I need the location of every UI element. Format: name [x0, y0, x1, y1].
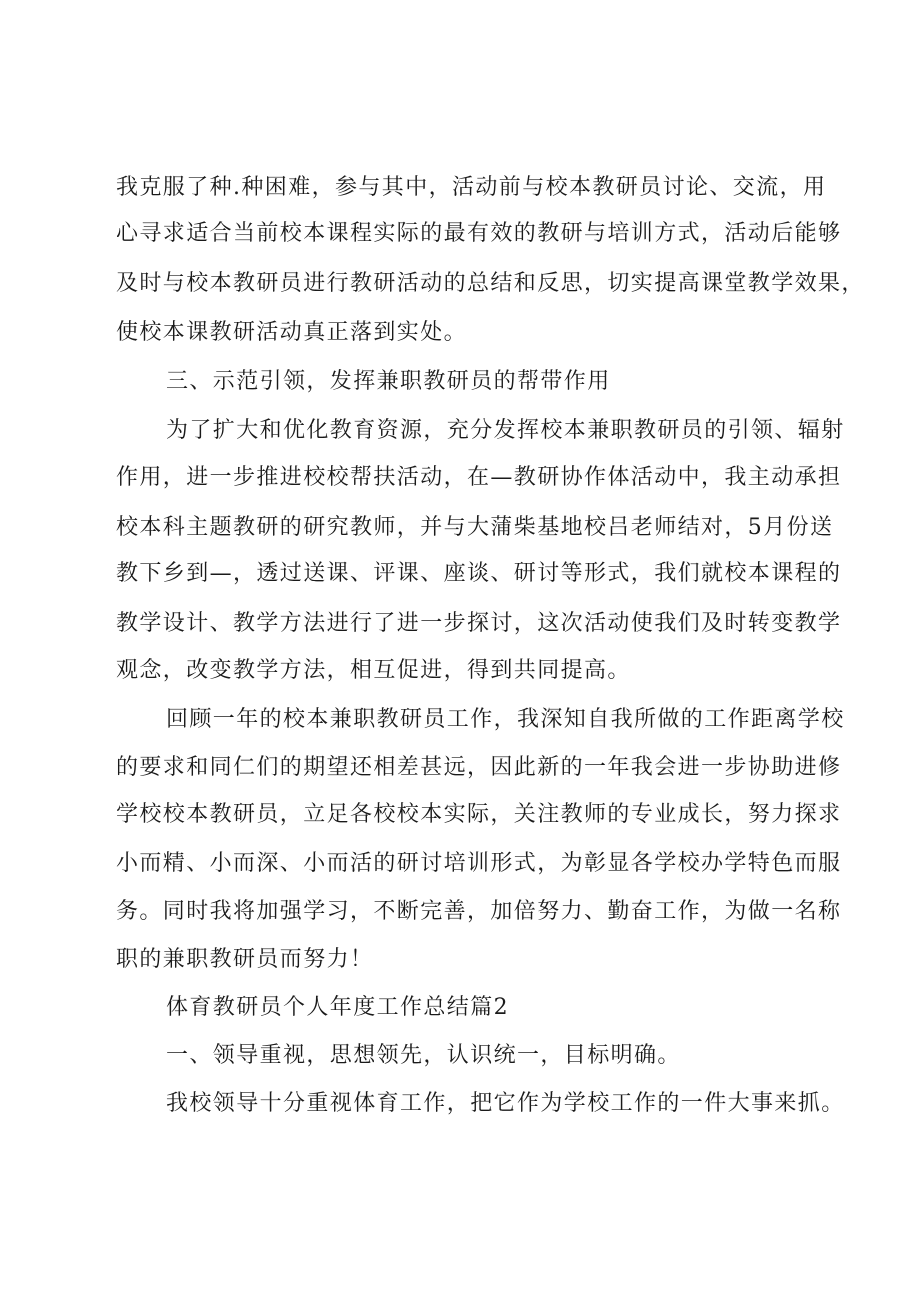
- section-heading-1: 一、领导重视，思想领先，认识统一，目标明确。: [166, 1043, 681, 1068]
- text-line-17: 职的兼职教研员而努力！: [116, 947, 374, 972]
- article-title: 体育教研员个人年度工作总结篇2: [166, 995, 509, 1020]
- text-line-10: 教学设计、教学方法进行了进一步探讨，这次活动使我们及时转变教学: [116, 611, 842, 636]
- text-line-11: 观念，改变教学方法，相互促进，得到共同提高。: [116, 658, 631, 683]
- text-line-20: 我校领导十分重视体育工作，把它作为学校工作的一件大事来抓。: [166, 1091, 845, 1116]
- text-line-8: 校本科主题教研的研究教师，并与大蒲柴基地校吕老师结对，5月份送: [116, 515, 834, 540]
- text-line-6: 为了扩大和优化教育资源，充分发挥校本兼职教研员的引领、辐射: [166, 418, 845, 443]
- text-line-13: 的要求和同仁们的期望还相差甚远，因此新的一年我会进一步协助进修: [116, 755, 842, 780]
- text-line-3: 及时与校本教研员进行教研活动的总结和反思，切实提高课堂教学效果，: [116, 271, 865, 296]
- section-heading-3: 三、示范引领，发挥兼职教研员的帮带作用: [166, 369, 611, 394]
- text-line-12: 回顾一年的校本兼职教研员工作，我深知自我所做的工作距离学校: [166, 707, 845, 732]
- text-line-15: 小而精、小而深、小而活的研讨培训形式，为彰显各学校办学特色而服: [116, 851, 842, 876]
- text-line-9: 教下乡到—，透过送课、评课、座谈、研讨等形式，我们就校本课程的: [116, 561, 842, 586]
- text-line-14: 学校校本教研员，立足各校校本实际，关注教师的专业成长，努力探求: [116, 802, 842, 827]
- text-line-16: 务。同时我将加强学习，不断完善，加倍努力、勤奋工作，为做一名称: [116, 899, 842, 924]
- text-line-2: 心寻求适合当前校本课程实际的最有效的教研与培训方式，活动后能够: [116, 221, 842, 246]
- text-line-1: 我克服了种.种困难，参与其中，活动前与校本教研员讨论、交流，用: [116, 175, 827, 200]
- text-line-4: 使校本课教研活动真正落到实处。: [116, 320, 468, 345]
- text-line-7: 作用，进一步推进校校帮扶活动，在—教研协作体活动中，我主动承担: [116, 465, 842, 490]
